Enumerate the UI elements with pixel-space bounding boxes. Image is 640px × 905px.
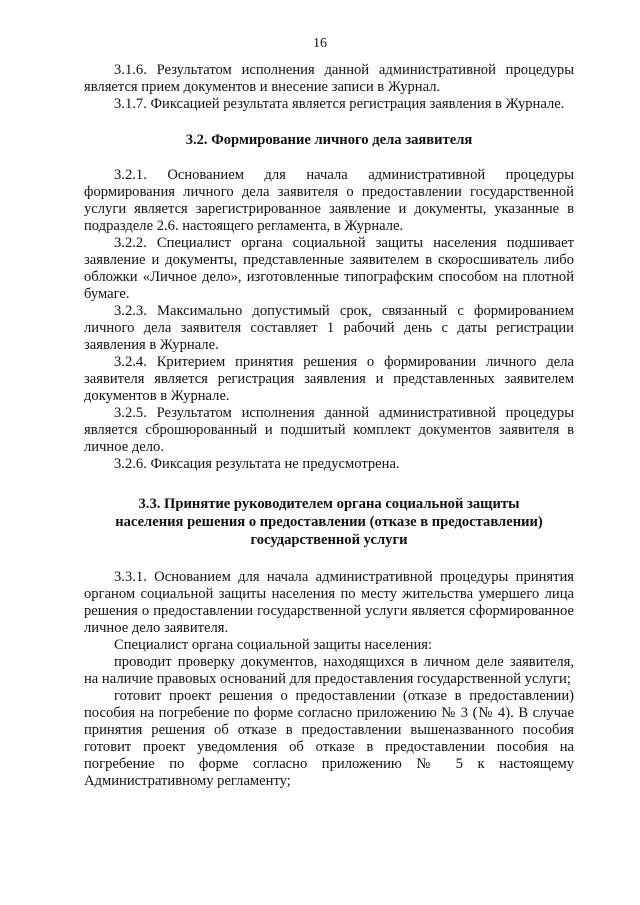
paragraph-3-2-4: 3.2.4. Критерием принятия решения о формировании личного дела заявителя является регистрация заявления и представленных заявителем документов в Журнале. [84,354,574,404]
paragraph-3-2-2: 3.2.2. Специалист органа социальной защиты населения подшивает заявление и документы, представленные заявителем в скоросшиватель либо обложки «Личное дело», изготовленные типографским способом на плотной бумаге. [84,235,574,302]
section-heading-3-2: 3.2. Формирование личного дела заявителя [185,132,473,148]
section-heading-3-3 [84,495,574,549]
section-heading-3-3-line-3: государственной услуги [250,532,408,548]
paragraph-check-documents: проводит проверку документов, находящихся в личном деле заявителя, на наличие правовых оснований для предоставления государственной услуги; [84,654,574,687]
paragraph-3-2-6: 3.2.6. Фиксация результата не предусмотрена. [114,456,400,472]
paragraph-3-1-6: 3.1.6. Результатом исполнения данной административной процедуры является прием документов и внесение записи в Журнал. [84,62,574,95]
paragraph-specialist-intro: Специалист органа социальной защиты населения: [114,637,433,653]
section-heading-3-3-line-1: 3.3. Принятие руководителем органа социальной защиты [138,496,520,512]
paragraph-3-2-3: 3.2.3. Максимально допустимый срок, связанный с формированием личного дела заявителя составляет 1 рабочий день с даты регистрации заявления в Журнале. [84,303,574,353]
paragraph-3-2-5: 3.2.5. Результатом исполнения данной административной процедуры является сброшюрованный и подшитый комплект документов заявителя в личное дело. [84,405,574,455]
section-heading-3-3-line-2: населения решения о предоставлении (отказе в предоставлении) [115,514,543,530]
paragraph-3-3-1: 3.3.1. Основанием для начала административной процедуры принятия органом социальной защиты населения по месту жительства умершего лица решения о предоставлении государственной услуги является сформированное личное дело заявителя. [84,569,574,636]
paragraph-prepare-decision: готовит проект решения о предоставлении (отказе в предоставлении) пособия на погребение по форме согласно приложению № 3 (№ 4). В случае принятия решения об отказе в предоставлении вышеназванного пособия готовит проект уведомления об отказе в предоставлении пособия на погребение по форме согласно приложению № 5 к настоящему Административному регламенту; [84,688,574,789]
paragraph-3-2-1: 3.2.1. Основанием для начала административной процедуры формирования личного дела заявителя о предоставлении государственной услуги является зарегистрированное заявление и документы, указанные в подразделе 2.6. настоящего регламента, в Журнале. [84,167,574,234]
document-body [84,62,574,790]
paragraph-3-1-7: 3.1.7. Фиксацией результата является регистрация заявления в Журнале. [114,96,565,112]
page-number: 16 [313,36,327,51]
